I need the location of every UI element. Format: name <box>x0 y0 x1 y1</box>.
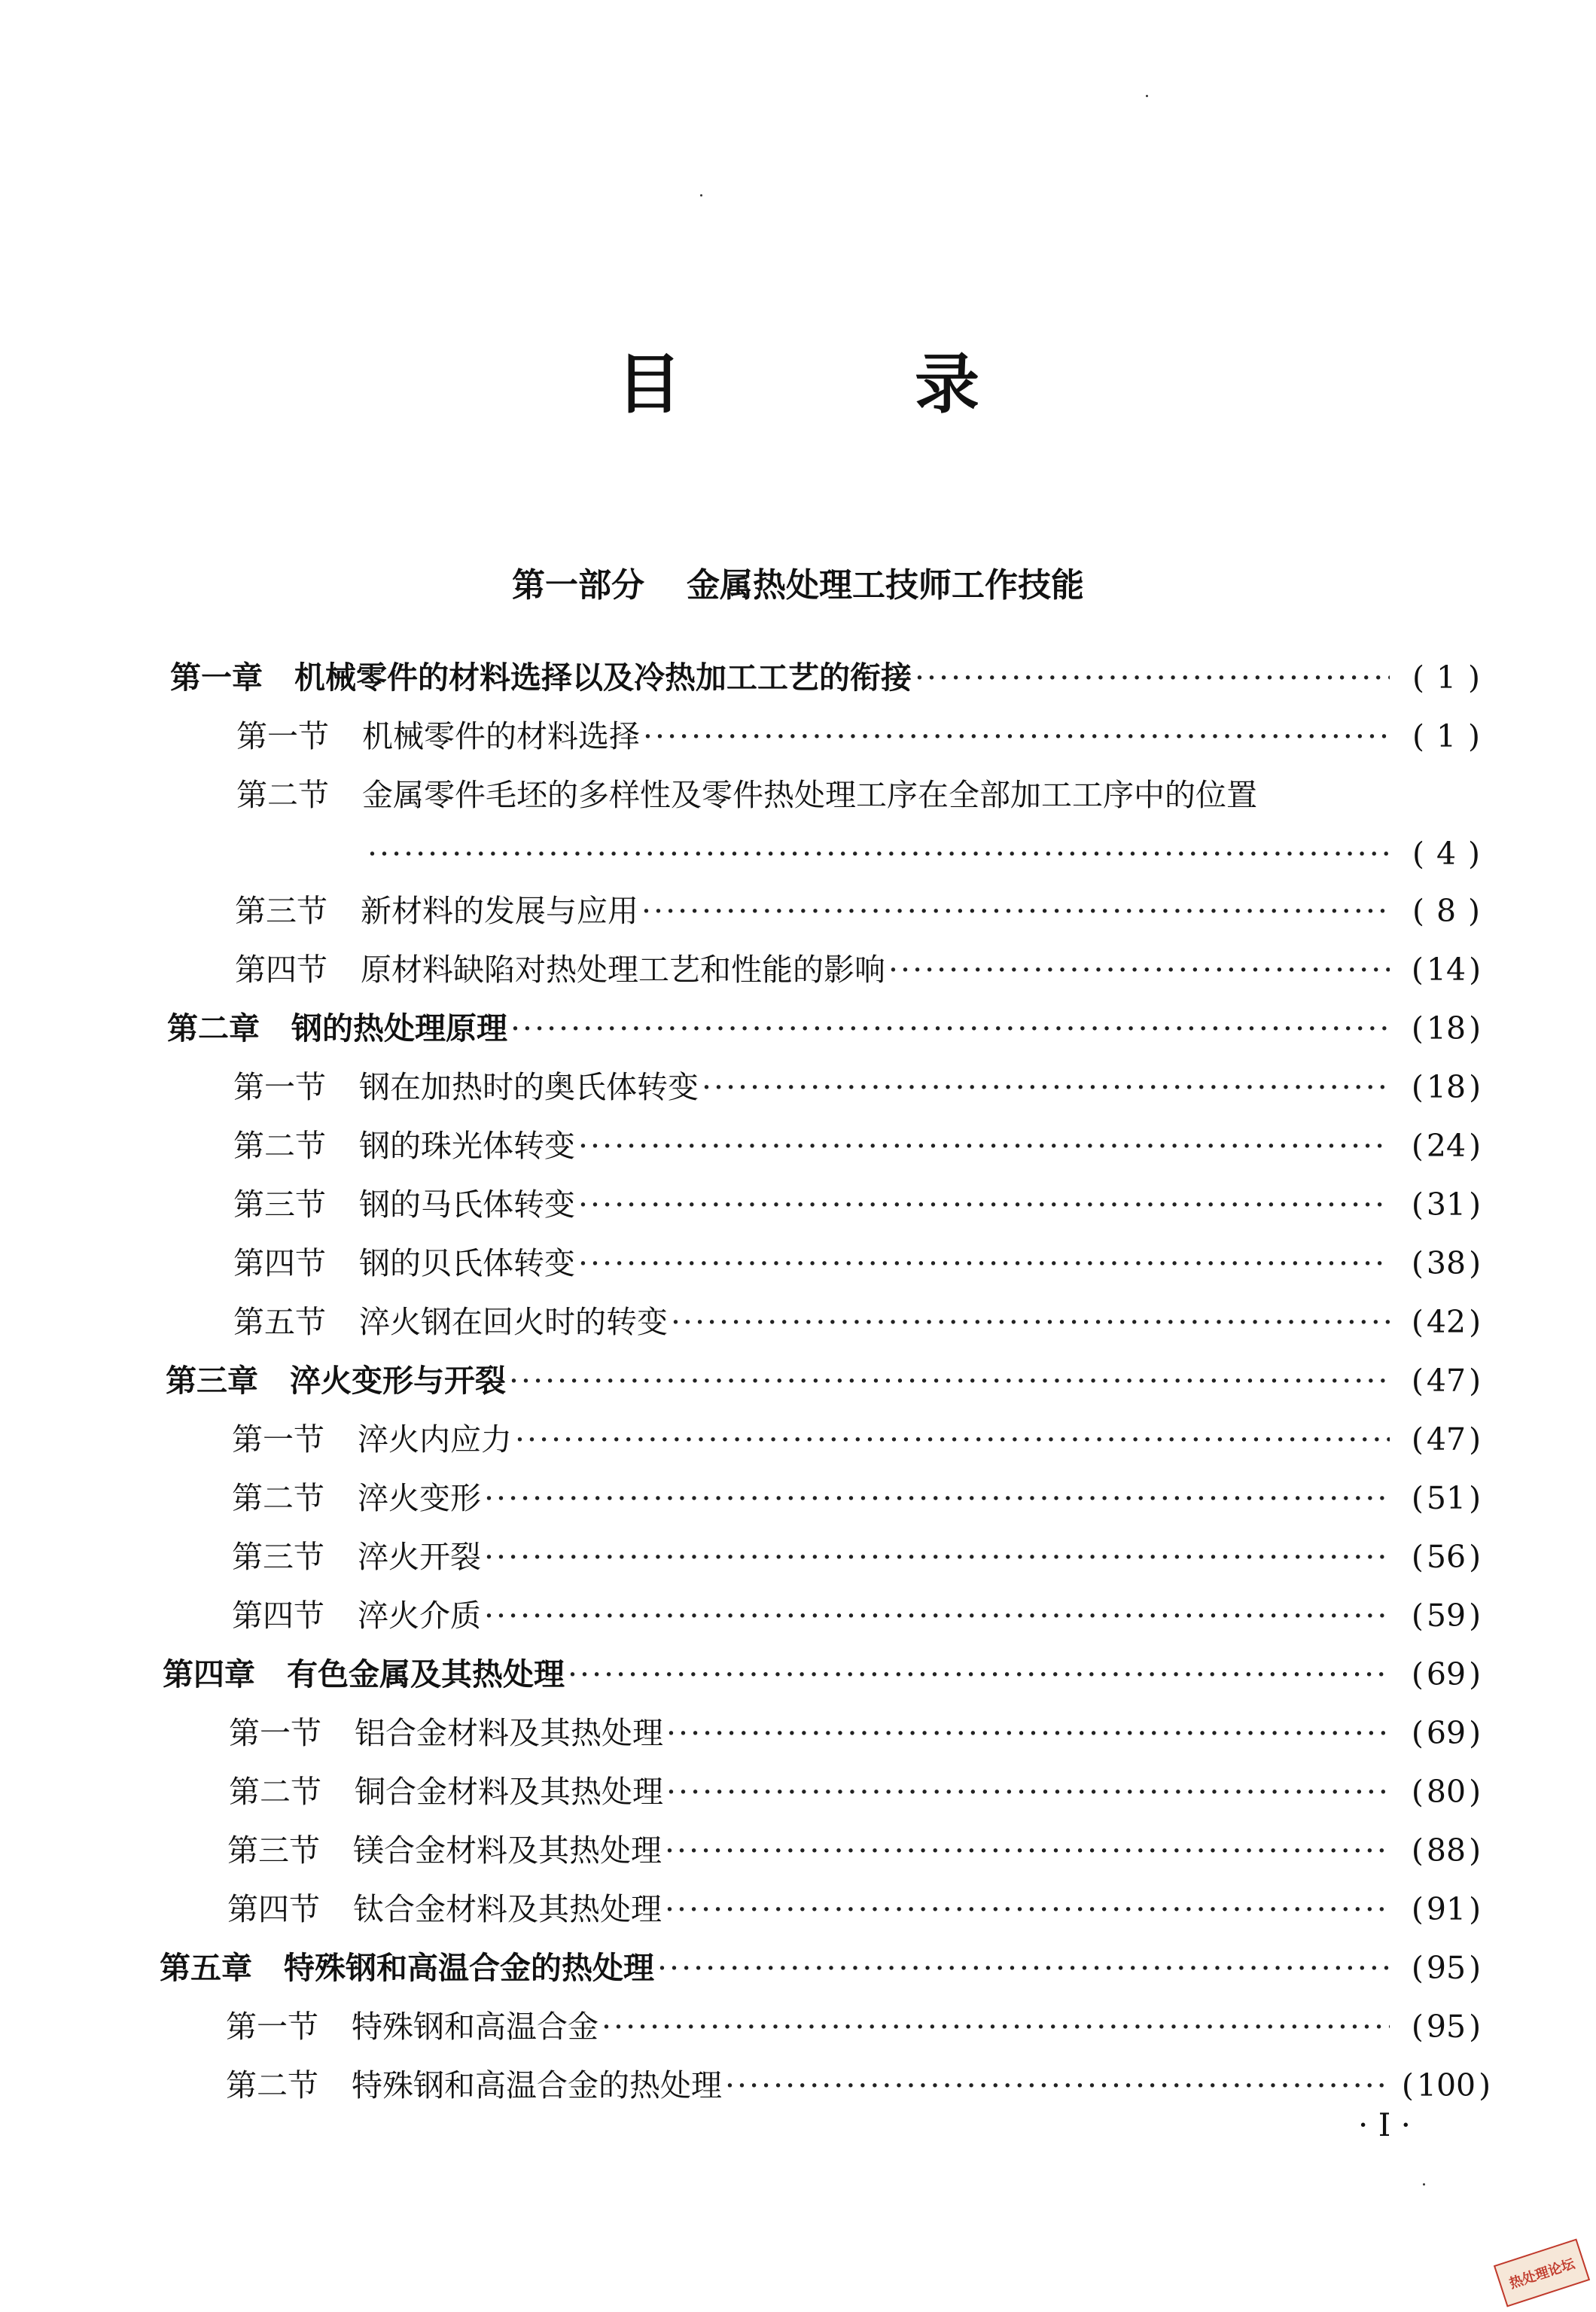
section-title: 特殊钢和高温合金 <box>352 2009 598 2045</box>
page-number: 59 <box>1426 1598 1467 1634</box>
page-number: 8 <box>1436 893 1457 929</box>
page-number: 80 <box>1426 1774 1467 1810</box>
page-ref: (95) <box>1397 2006 1495 2048</box>
dot-leader <box>666 1712 1390 1754</box>
page-number: 69 <box>1426 1715 1467 1751</box>
section-title: 新材料的发展与应用 <box>361 893 638 929</box>
watermark-text: 热处理论坛 <box>1507 2256 1577 2292</box>
page-ref: (80) <box>1397 1771 1495 1813</box>
toc-section[interactable] <box>232 1595 1495 1637</box>
chapter-title: 有色金属及其热处理 <box>287 1656 565 1692</box>
page-number: 1 <box>1436 718 1457 754</box>
section-title: 钢在加热时的奥氏体转变 <box>359 1069 699 1105</box>
toc-section[interactable] <box>229 1712 1495 1754</box>
page-number: 69 <box>1426 1656 1467 1692</box>
section-title: 淬火开裂 <box>358 1539 481 1575</box>
dot-leader <box>643 715 1390 757</box>
toc-chapter[interactable] <box>163 1653 1495 1695</box>
scan-speck <box>1146 95 1148 97</box>
page-number: 18 <box>1426 1069 1467 1105</box>
page-ref: (42) <box>1397 1301 1495 1343</box>
toc-section[interactable] <box>233 1183 1495 1226</box>
page-number: 4 <box>1436 836 1457 872</box>
page-number: 95 <box>1426 1950 1467 1986</box>
section-number: 第四节 <box>233 1245 326 1281</box>
page-ref: (24) <box>1397 1125 1495 1167</box>
page-ref: ( 1 ) <box>1397 656 1495 699</box>
dot-leader <box>888 949 1390 991</box>
page-ref: (31) <box>1397 1183 1495 1226</box>
section-number: 第三节 <box>235 893 327 929</box>
chapter-title: 淬火变形与开裂 <box>290 1363 506 1399</box>
page-ref: (51) <box>1397 1477 1495 1519</box>
toc-section[interactable] <box>236 774 1495 816</box>
toc-chapter[interactable] <box>160 1947 1495 1989</box>
scan-speck <box>700 194 702 196</box>
section-title: 钢的贝氏体转变 <box>359 1245 575 1281</box>
page-number: 18 <box>1426 1010 1467 1046</box>
dot-leader <box>915 656 1390 699</box>
section-title: 镁合金材料及其热处理 <box>353 1832 662 1869</box>
page-ref: (14) <box>1397 949 1495 991</box>
section-title: 淬火钢在回火时的转变 <box>359 1304 668 1340</box>
toc-section-continuation <box>367 833 1495 875</box>
toc-section[interactable] <box>233 1301 1495 1343</box>
section-title: 淬火变形 <box>358 1480 481 1516</box>
part-label: 第一部分 <box>512 566 644 605</box>
toc-section[interactable] <box>235 890 1495 932</box>
dot-leader <box>641 890 1390 932</box>
dot-leader <box>515 1418 1390 1461</box>
dot-leader <box>665 1888 1390 1930</box>
dot-leader <box>702 1066 1390 1108</box>
section-number: 第二节 <box>226 2067 318 2103</box>
page-ref: (88) <box>1397 1829 1495 1872</box>
dot-leader <box>484 1536 1390 1578</box>
section-title: 淬火内应力 <box>358 1421 512 1458</box>
section-number: 第二节 <box>232 1480 324 1516</box>
page-number: 14 <box>1426 952 1467 988</box>
section-number: 第二节 <box>229 1774 321 1810</box>
page-number: 47 <box>1426 1363 1467 1399</box>
section-number: 第四节 <box>235 952 327 988</box>
page-number-footer: · I · <box>1358 2106 1411 2143</box>
page-ref: (56) <box>1397 1536 1495 1578</box>
section-number: 第一节 <box>233 1069 326 1105</box>
page-ref: (100) <box>1397 2064 1495 2106</box>
section-title: 钛合金材料及其热处理 <box>353 1891 662 1927</box>
section-number: 第二节 <box>233 1128 326 1164</box>
toc-section[interactable] <box>232 1418 1495 1461</box>
toc-section[interactable] <box>226 2064 1495 2106</box>
page-ref: (95) <box>1397 1947 1495 1989</box>
page-ref: (18) <box>1397 1066 1495 1108</box>
section-title: 钢的马氏体转变 <box>359 1186 575 1223</box>
section-number: 第一节 <box>236 718 329 754</box>
page-number: 38 <box>1426 1245 1467 1281</box>
section-number: 第一节 <box>229 1715 321 1751</box>
toc-section[interactable] <box>235 949 1495 991</box>
chapter-number: 第一章 <box>170 659 263 696</box>
dot-leader <box>510 1007 1390 1049</box>
section-title: 特殊钢和高温合金的热处理 <box>352 2067 722 2103</box>
dot-leader <box>657 1947 1390 1989</box>
page-number: 24 <box>1426 1128 1467 1164</box>
section-number: 第三节 <box>227 1832 320 1869</box>
section-number: 第一节 <box>232 1421 324 1458</box>
page-number: 1 <box>1436 659 1457 696</box>
page-title: 目 录 <box>617 347 1085 422</box>
toc-chapter[interactable] <box>166 1360 1495 1402</box>
section-number: 第二节 <box>236 777 329 813</box>
section-number: 第四节 <box>227 1891 320 1927</box>
page-number: 95 <box>1426 2009 1467 2045</box>
page-number: 51 <box>1426 1480 1467 1516</box>
page-ref: (47) <box>1397 1418 1495 1461</box>
toc-section[interactable] <box>227 1829 1495 1872</box>
page-ref: (91) <box>1397 1888 1495 1930</box>
chapter-number: 第四章 <box>163 1656 255 1692</box>
dot-leader <box>484 1477 1390 1519</box>
page-number: 88 <box>1426 1832 1467 1869</box>
chapter-number: 第三章 <box>166 1363 258 1399</box>
section-title: 机械零件的材料选择 <box>362 718 640 754</box>
page-number: 56 <box>1426 1539 1467 1575</box>
dot-leader <box>484 1595 1390 1637</box>
dot-leader <box>665 1829 1390 1872</box>
section-number: 第一节 <box>226 2009 318 2045</box>
page-ref: ( 4 ) <box>1397 833 1495 875</box>
dot-leader <box>725 2064 1390 2106</box>
scan-speck <box>1423 2183 1425 2186</box>
section-number: 第三节 <box>233 1186 326 1223</box>
page-number: 100 <box>1416 2067 1476 2103</box>
toc-section[interactable] <box>233 1066 1495 1108</box>
section-title: 淬火介质 <box>358 1598 481 1634</box>
section-number: 第五节 <box>233 1304 326 1340</box>
section-title: 金属零件毛坯的多样性及零件热处理工序在全部加工工序中的位置 <box>362 777 1257 813</box>
page-number: 31 <box>1426 1186 1467 1223</box>
toc-section[interactable] <box>232 1477 1495 1519</box>
page-ref: (59) <box>1397 1595 1495 1637</box>
page-ref: (38) <box>1397 1242 1495 1284</box>
toc-section[interactable] <box>229 1771 1495 1813</box>
page-ref: ( 8 ) <box>1397 890 1495 932</box>
dot-leader <box>578 1125 1390 1167</box>
toc-section[interactable] <box>226 2006 1495 2048</box>
toc-section[interactable] <box>233 1242 1495 1284</box>
toc-chapter[interactable] <box>167 1007 1495 1049</box>
chapter-number: 第五章 <box>160 1950 252 1986</box>
section-number: 第三节 <box>232 1539 324 1575</box>
section-title: 铝合金材料及其热处理 <box>355 1715 663 1751</box>
dot-leader <box>578 1183 1390 1226</box>
toc-section[interactable] <box>236 715 1495 757</box>
section-title: 钢的珠光体转变 <box>359 1128 575 1164</box>
toc-section[interactable] <box>227 1888 1495 1930</box>
dot-leader <box>509 1360 1390 1402</box>
toc-section[interactable] <box>232 1536 1495 1578</box>
dot-leader <box>568 1653 1390 1695</box>
chapter-title: 特殊钢和高温合金的热处理 <box>284 1950 654 1986</box>
page-number: 42 <box>1426 1304 1467 1340</box>
part-title: 金属热处理工技师工作技能 <box>687 566 1084 605</box>
section-title: 原材料缺陷对热处理工艺和性能的影响 <box>361 952 885 988</box>
chapter-title: 机械零件的材料选择以及冷热加工工艺的衔接 <box>294 659 912 696</box>
page-ref: (47) <box>1397 1360 1495 1402</box>
dot-leader <box>578 1242 1390 1284</box>
dot-leader <box>602 2006 1390 2048</box>
toc-section[interactable] <box>233 1125 1495 1167</box>
dot-leader <box>671 1301 1390 1343</box>
chapter-title: 钢的热处理原理 <box>291 1010 507 1046</box>
page-ref: (69) <box>1397 1653 1495 1695</box>
dot-leader <box>666 1771 1390 1813</box>
toc-chapter[interactable] <box>170 656 1495 699</box>
page-number: 47 <box>1426 1421 1467 1458</box>
page-number: 91 <box>1426 1891 1467 1927</box>
dot-leader <box>367 833 1390 875</box>
page-ref: (18) <box>1397 1007 1495 1049</box>
chapter-number: 第二章 <box>167 1010 260 1046</box>
page-ref: (69) <box>1397 1712 1495 1754</box>
section-title: 铜合金材料及其热处理 <box>355 1774 663 1810</box>
section-number: 第四节 <box>232 1598 324 1634</box>
page-ref: ( 1 ) <box>1397 715 1495 757</box>
